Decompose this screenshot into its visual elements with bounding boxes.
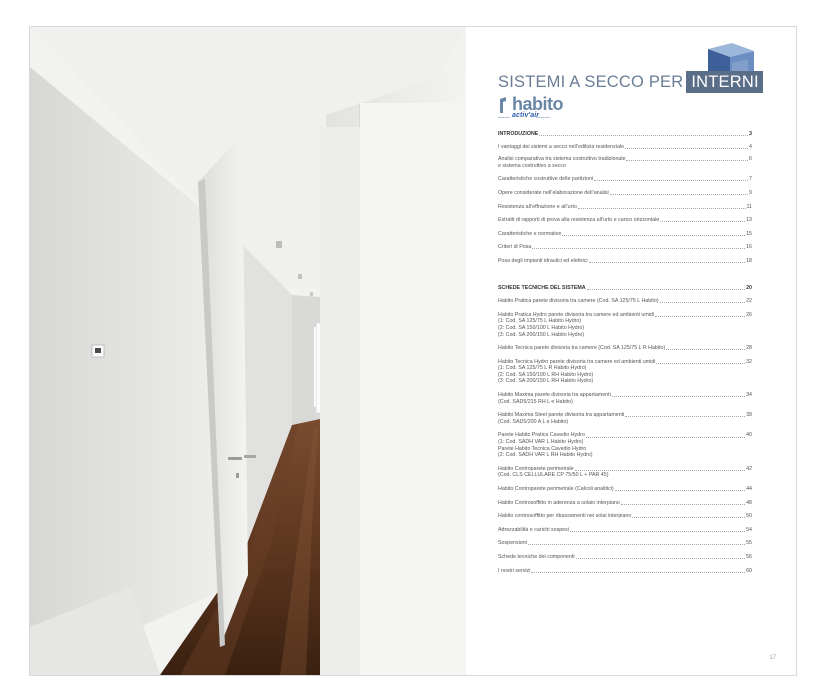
toc-entry-page: 7 xyxy=(749,176,752,183)
toc-entry xyxy=(498,345,752,352)
door-handle-icon xyxy=(228,457,242,460)
toc-entry-label: Habito Maxima Steel parete divisoria tra appartamenti xyxy=(498,412,625,419)
toc-leader xyxy=(621,504,745,505)
toc-entry-continuation: (Cod. CLS CELLULARE CP 75/50 L + PAR 45) xyxy=(498,472,609,479)
toc-entry-page: 9 xyxy=(749,189,752,196)
toc-entry-label: Parete Habito Pratica Cavedio Hydro xyxy=(498,432,585,439)
toc-entry xyxy=(498,500,752,507)
toc-entry xyxy=(498,486,752,493)
toc-entry-label: Sospensioni xyxy=(498,540,527,547)
toc-leader xyxy=(626,160,748,161)
toc-leader xyxy=(610,194,748,195)
toc-entry-page: 18 xyxy=(746,257,752,264)
toc-entry-page: 54 xyxy=(746,526,752,533)
toc-leader xyxy=(587,289,745,290)
toc-entry-continuation: (2: Cod. SA 150/100 L RH Habito Hydro) xyxy=(498,371,594,378)
toc-entry-page: 38 xyxy=(746,412,752,419)
toc-entry xyxy=(498,568,752,575)
toc-entry-page: 15 xyxy=(746,230,752,237)
brochure-spread xyxy=(30,27,796,675)
toc-entry-label: Habito Tecnica Hydro parete divisoria tra camere ed ambienti umidi xyxy=(498,358,656,365)
toc-entry-continuation: (1: Cod. SA 125/75 L Habito Hydro) xyxy=(498,318,582,325)
toc-leader xyxy=(589,262,746,263)
toc-entry xyxy=(498,412,752,425)
toc-entry xyxy=(498,466,752,479)
toc-entry-page: 55 xyxy=(746,540,752,547)
toc-entry-page: 44 xyxy=(746,486,752,492)
toc-entry-continuation: (3: Cod. SA 200/150 L RH Habito Hydro) xyxy=(498,378,594,385)
toc-entry-label: I vantaggi dei sistemi a secco nell’edilizia residenziale xyxy=(498,143,625,150)
toc-entry xyxy=(498,156,752,169)
toc-entry-label: INTRODUZIONE xyxy=(498,131,539,137)
toc-leader xyxy=(531,572,745,573)
toc-entry-page: 22 xyxy=(746,298,752,305)
toc-leader xyxy=(539,135,748,136)
toc-entry xyxy=(498,144,752,151)
toc-entry xyxy=(498,298,752,305)
toc-entry xyxy=(498,190,752,197)
toc-entry-page: 28 xyxy=(746,345,752,352)
toc-entry-label: Schede tecniche dei componenti xyxy=(498,553,575,560)
toc-entry xyxy=(498,513,752,520)
page-title xyxy=(498,71,763,93)
toc-entry xyxy=(498,312,752,338)
toc-entry-label: Habito Controparete perimetrale (Calcoli analitici) xyxy=(498,486,614,492)
brand-name: habito xyxy=(512,94,563,114)
toc-entry-continuation: (2: Cod. SA 150/100 L Habito Hydro) xyxy=(498,324,585,331)
toc-entry xyxy=(498,231,752,238)
toc-entry-label: Habito Pratica Hydro parete divisoria tra camere ed ambienti umidi xyxy=(498,311,655,318)
toc-leader xyxy=(655,316,745,317)
toc-entry-page: 40 xyxy=(746,432,752,439)
toc-entry-page: 6 xyxy=(749,156,752,163)
toc-entry-continuation: (2: Cod. SADH VAR L RH Habito Hydro) xyxy=(498,452,593,459)
corridor-illustration xyxy=(30,27,466,675)
toc-entry-label: I nostri servizi xyxy=(498,567,531,574)
toc-entry-label: Habito Tecnica parete divisoria tra camere (Cod. SA 125/75 L R Habito) xyxy=(498,345,666,352)
toc-entry-continuation: e sistema costruttivo a secco xyxy=(498,162,567,169)
toc-entry-continuation: (Cod. SAD5/215 RH L e Habito) xyxy=(498,398,573,405)
toc-entry-continuation: (1: Cod. SADH VAR L Habito Hydro) xyxy=(498,439,584,446)
habito-mark-icon xyxy=(498,97,512,115)
toc-entry xyxy=(498,204,752,211)
toc-entry-continuation: (3: Cod. SA 200/150 L Habito Hydro) xyxy=(498,331,585,338)
toc-entry-page: 60 xyxy=(746,567,752,574)
toc-leader xyxy=(615,490,745,491)
toc-leader xyxy=(666,349,745,350)
toc-entry-page: 11 xyxy=(746,203,752,210)
toc-entry xyxy=(498,432,752,458)
toc-entry-label: Estratti di rapporti di prova alla resistenza all’urto e carico orizzontale xyxy=(498,217,660,224)
toc-entry-page: 3 xyxy=(749,131,752,137)
toc-entry xyxy=(498,540,752,547)
toc-entry-label: Posa degli impianti idraulici ed elettrici xyxy=(498,257,588,264)
toc-leader xyxy=(594,180,748,181)
toc-entry-continuation: Parete Habito Tecnica Cavedio Hydro xyxy=(498,445,587,452)
toc-entry-page: 16 xyxy=(746,244,752,251)
toc-leader xyxy=(532,248,745,249)
toc-entry-page: 32 xyxy=(746,358,752,365)
toc-entry-label: Opere considerate nell’elaborazione dell’analisi xyxy=(498,189,609,196)
toc-page xyxy=(466,27,796,675)
toc-entry xyxy=(498,392,752,405)
habito-logo xyxy=(498,95,568,125)
toc-entry-label: Habito Controsoffitto in aderenza a solaio interpiano xyxy=(498,499,620,506)
toc-entry-page: 56 xyxy=(746,553,752,560)
toc-leader xyxy=(625,148,748,149)
toc-leader xyxy=(575,470,745,471)
toc-leader xyxy=(586,437,745,438)
toc-entry-page: 13 xyxy=(746,217,752,224)
toc-leader xyxy=(570,531,745,532)
toc-entry-label: Caratteristiche e normative xyxy=(498,230,562,237)
toc-entry-label: Resistenza all’effrazione e all’urto xyxy=(498,203,577,210)
toc-leader xyxy=(660,221,745,222)
toc-entry-label: Caratteristiche costruttive delle partizioni xyxy=(498,176,594,183)
toc-entry-page: 42 xyxy=(746,465,752,472)
toc-entry xyxy=(498,554,752,561)
title-highlight: INTERNI xyxy=(686,71,762,93)
toc-entry xyxy=(498,258,752,265)
toc-entry-label: Criteri di Posa xyxy=(498,244,532,251)
toc-leader xyxy=(562,235,745,236)
title-text: SISTEMI A SECCO PER xyxy=(498,73,684,91)
toc-entry-page: 34 xyxy=(746,392,752,399)
toc-entry xyxy=(498,176,752,183)
corridor-photo xyxy=(30,27,466,675)
toc-leader xyxy=(632,517,745,518)
toc-leader xyxy=(576,558,746,559)
toc-entry xyxy=(498,285,752,292)
brand-subtitle: activ'air xyxy=(512,112,540,119)
toc-leader xyxy=(612,396,745,397)
toc-entry-label: Analisi comparativa tra sistema costruttivo tradizionale xyxy=(498,156,626,163)
toc-entry-continuation: (1: Cod. SA 125/75 L R Habito Hydro) xyxy=(498,365,587,372)
toc-entry-label: Habito controsoffitto per ribassamenti nei solai interpiano xyxy=(498,513,632,520)
toc-entry xyxy=(498,244,752,251)
toc-leader xyxy=(528,544,745,545)
toc-entry-label: Habito Pratica parete divisoria tra camere (Cod. SA 125/75 L Habito) xyxy=(498,298,659,305)
toc-entry-page: 26 xyxy=(746,311,752,318)
toc-entry xyxy=(498,527,752,534)
toc-leader xyxy=(625,416,745,417)
toc-leader xyxy=(660,302,746,303)
toc-entry xyxy=(498,217,752,224)
page-number: 17 xyxy=(769,655,776,661)
toc-entry xyxy=(498,131,752,138)
toc-entry-label: SCHEDE TECNICHE DEL SISTEMA xyxy=(498,284,586,291)
toc-entry-label: Habito Controparete perimetrale xyxy=(498,465,574,472)
toc-entry-page: 50 xyxy=(746,513,752,520)
toc-entry-page: 48 xyxy=(746,499,752,506)
toc-leader xyxy=(656,363,745,364)
toc-entry-label: Habito Maxima parete divisoria tra appartamenti xyxy=(498,392,611,399)
table-of-contents xyxy=(498,131,752,574)
toc-entry-page: 4 xyxy=(749,143,752,150)
toc-entry-label: Attrezzabilità e carichi sospesi xyxy=(498,526,569,533)
toc-entry xyxy=(498,359,752,385)
toc-leader xyxy=(578,208,746,209)
toc-entry-page: 20 xyxy=(746,284,752,291)
toc-entry-continuation: (Cod. SAD5/200 A L e Habito) xyxy=(498,418,569,425)
